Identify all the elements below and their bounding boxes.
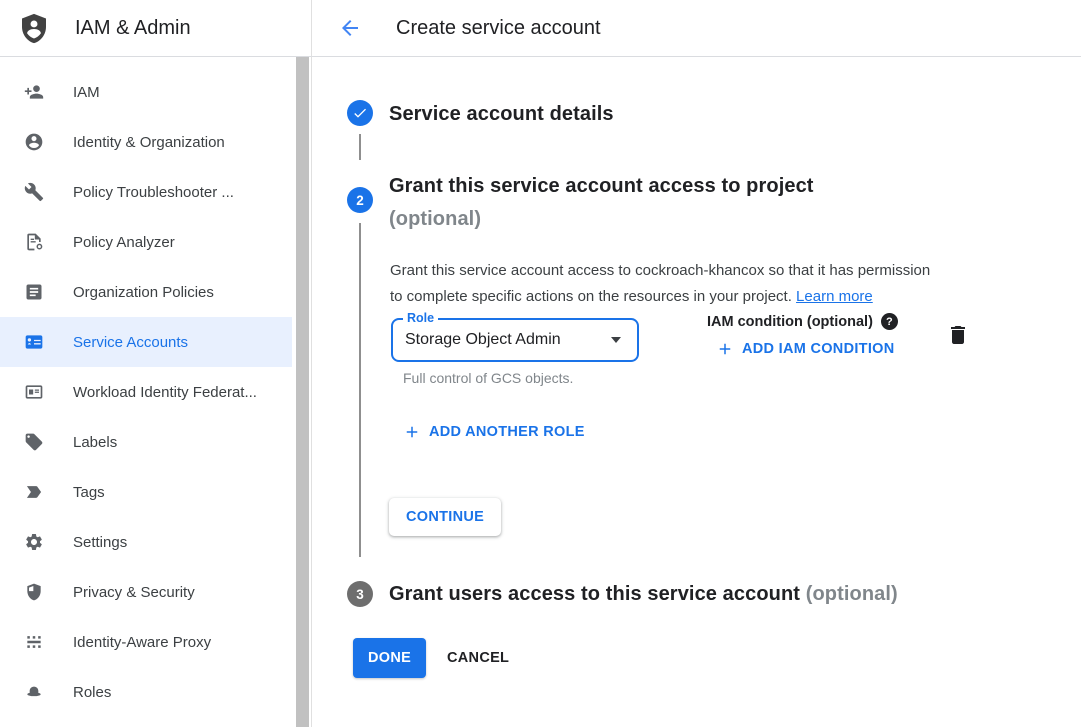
step2-number-badge: 2 xyxy=(347,187,373,213)
sidebar-item-policy-troubleshooter[interactable] xyxy=(0,167,292,217)
sidebar xyxy=(0,57,312,727)
page-header xyxy=(312,0,1081,57)
label-tag-icon xyxy=(24,432,44,452)
arrow-back-icon xyxy=(338,16,362,40)
add-another-role-button[interactable]: ADD ANOTHER ROLE xyxy=(403,423,585,441)
role-helper-text: Full control of GCS objects. xyxy=(403,370,574,386)
sidebar-item-label: Tags xyxy=(73,483,105,501)
sidebar-item-labels[interactable] xyxy=(0,417,292,467)
sidebar-item-label: Roles xyxy=(73,683,112,701)
sidebar-item-identity-aware-proxy[interactable] xyxy=(0,617,292,667)
sidebar-scrollbar-thumb[interactable] xyxy=(296,57,309,727)
sidebar-nav xyxy=(0,57,311,717)
step3-number-badge: 3 xyxy=(347,581,373,607)
step3-title-text: Grant users access to this service account xyxy=(389,583,801,605)
sidebar-item-organization-policies[interactable] xyxy=(0,267,292,317)
iam-condition-label: IAM condition (optional) xyxy=(707,313,873,330)
plus-icon xyxy=(716,340,734,358)
main-content xyxy=(313,57,1081,727)
step-connector-line xyxy=(359,134,361,160)
sidebar-item-label: Settings xyxy=(73,533,128,551)
sidebar-item-label: Labels xyxy=(73,433,118,451)
service-account-card-icon xyxy=(24,332,44,352)
sidebar-item-label: Identity-Aware Proxy xyxy=(73,633,212,651)
sidebar-item-roles[interactable] xyxy=(0,667,292,717)
sidebar-item-privacy-security[interactable] xyxy=(0,567,292,617)
wrench-icon xyxy=(24,182,44,202)
id-card-icon xyxy=(24,382,44,402)
proxy-grid-icon xyxy=(24,632,44,652)
step2-title xyxy=(389,170,814,236)
shield-half-icon xyxy=(24,582,44,602)
sidebar-item-tags[interactable] xyxy=(0,467,292,517)
sidebar-item-label: Policy Analyzer xyxy=(73,233,175,251)
sidebar-item-policy-analyzer[interactable] xyxy=(0,217,292,267)
sidebar-item-label: Service Accounts xyxy=(73,333,189,351)
sidebar-header xyxy=(0,0,312,57)
sidebar-item-iam[interactable] xyxy=(0,67,292,117)
top-header xyxy=(0,0,1081,57)
iam-condition-header xyxy=(707,313,898,330)
identity-person-circle-icon xyxy=(24,132,44,152)
app-title: IAM & Admin xyxy=(75,16,191,39)
cancel-button[interactable]: CANCEL xyxy=(433,638,523,678)
sidebar-item-label: Identity & Organization xyxy=(73,133,225,151)
sidebar-item-label: Organization Policies xyxy=(73,283,214,301)
learn-more-link[interactable]: Learn more xyxy=(796,287,873,305)
document-gear-icon xyxy=(24,232,44,252)
sidebar-item-identity-organization[interactable] xyxy=(0,117,292,167)
sidebar-item-settings[interactable] xyxy=(0,517,292,567)
plus-icon xyxy=(403,423,421,441)
iam-admin-shield-logo-icon xyxy=(18,11,50,46)
add-iam-condition-button[interactable]: ADD IAM CONDITION xyxy=(716,340,895,358)
gear-icon xyxy=(24,532,44,552)
step2-description: Grant this service account access to cockroach-khancox so that it has permission to complete specific actions on the resources in your project. Learn more xyxy=(390,262,931,305)
help-icon[interactable]: ? xyxy=(881,313,898,330)
sidebar-item-label: Policy Troubleshooter ... xyxy=(73,183,234,201)
role-select[interactable] xyxy=(391,311,639,362)
sidebar-item-label: IAM xyxy=(73,83,100,101)
role-selected-value: Storage Object Admin xyxy=(405,331,561,348)
person-add-icon xyxy=(24,82,44,102)
back-button[interactable] xyxy=(338,16,362,40)
step2-optional-label: (optional) xyxy=(389,208,482,230)
trash-icon xyxy=(946,323,970,347)
document-lines-icon xyxy=(24,282,44,302)
done-button[interactable]: DONE xyxy=(353,638,426,678)
sidebar-item-service-accounts[interactable] xyxy=(0,317,292,367)
step3-optional-label: (optional) xyxy=(805,583,898,605)
continue-button[interactable]: CONTINUE xyxy=(389,498,501,536)
sidebar-item-label: Workload Identity Federat... xyxy=(73,383,257,401)
page-title: Create service account xyxy=(396,16,601,39)
step2-title-text: Grant this service account access to project xyxy=(389,175,814,197)
step1-title: Service account details xyxy=(389,103,614,125)
hat-icon xyxy=(24,682,44,702)
dropdown-caret-icon xyxy=(611,337,621,343)
delete-role-button[interactable] xyxy=(946,323,970,347)
step-connector-line xyxy=(359,223,361,557)
role-field-label: Role xyxy=(403,311,438,325)
step3-title xyxy=(389,583,898,606)
tag-arrow-icon xyxy=(24,482,44,502)
check-icon xyxy=(352,105,368,121)
sidebar-item-label: Privacy & Security xyxy=(73,583,195,601)
sidebar-item-workload-identity-federat[interactable] xyxy=(0,367,292,417)
step1-completed-badge xyxy=(347,100,373,126)
